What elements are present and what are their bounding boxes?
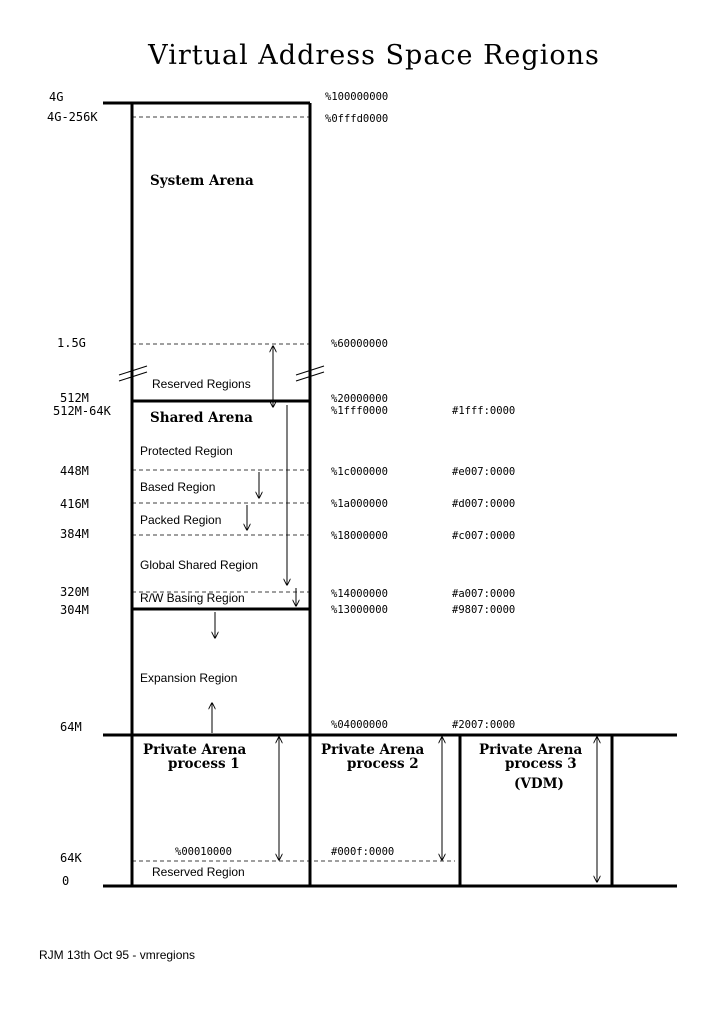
private-arena-3-line3: (VDM)	[514, 776, 564, 792]
private-arena-3-line2: process 3	[505, 756, 577, 772]
addr-60000000: %60000000	[331, 338, 388, 350]
private-arena-1-line1: Private Arena	[143, 742, 247, 758]
addr-04000000: %04000000	[331, 719, 388, 731]
label-64k: 64K	[60, 851, 82, 865]
packed-region-label: Packed Region	[140, 513, 222, 527]
addr-18000000: %18000000	[331, 530, 388, 542]
private-arena-1-line2: process 1	[168, 756, 240, 772]
label-448m: 448M	[60, 464, 89, 478]
addr-000f0000: #000f:0000	[331, 846, 395, 858]
sel-d007: #d007:0000	[452, 498, 516, 510]
addr-20000000: %20000000	[331, 393, 388, 405]
based-region-label: Based Region	[140, 480, 216, 494]
region-labels	[140, 377, 258, 879]
expansion-region-label: Expansion Region	[140, 671, 238, 685]
label-416m: 416M	[60, 497, 89, 511]
label-320m: 320M	[60, 585, 89, 599]
addr-0fffd0000: %0fffd0000	[325, 113, 389, 125]
label-4g: 4G	[49, 90, 64, 104]
protected-region-label: Protected Region	[140, 444, 233, 458]
private-arena-3-line1: Private Arena	[479, 742, 583, 758]
rw-basing-region-label: R/W Basing Region	[140, 591, 245, 605]
left-size-labels	[47, 90, 112, 888]
addr-14000000: %14000000	[331, 588, 388, 600]
sel-1fff: #1fff:0000	[452, 405, 516, 417]
addr-1a000000: %1a000000	[331, 498, 388, 510]
addr-00010000: %00010000	[175, 846, 232, 858]
label-384m: 384M	[60, 527, 89, 541]
sel-e007: #e007:0000	[452, 466, 516, 478]
global-shared-region-label: Global Shared Region	[140, 558, 259, 572]
private-arena-2-line2: process 2	[347, 756, 419, 772]
addr-1c000000: %1c000000	[331, 466, 388, 478]
label-304m: 304M	[60, 603, 89, 617]
label-4g-256k: 4G-256K	[47, 110, 98, 124]
footer-credit: RJM 13th Oct 95 - vmregions	[39, 948, 196, 962]
range-arrows	[212, 346, 597, 882]
sel-2007: #2007:0000	[452, 719, 516, 731]
addr-1fff0000: %1fff0000	[331, 405, 388, 417]
sel-a007: #a007:0000	[452, 588, 516, 600]
label-1-5g: 1.5G	[57, 336, 86, 350]
shared-arena-label: Shared Arena	[150, 410, 253, 426]
sel-9807: #9807:0000	[452, 604, 516, 616]
sel-c007: #c007:0000	[452, 530, 516, 542]
diagram-title: Virtual Address Space Regions	[148, 40, 600, 71]
label-64m: 64M	[60, 720, 82, 734]
selector-address-labels	[452, 405, 515, 731]
reserved-regions-label: Reserved Regions	[152, 377, 251, 391]
private-arena-2-line1: Private Arena	[321, 742, 425, 758]
label-512m-64k: 512M-64K	[53, 404, 111, 418]
system-arena-label: System Arena	[150, 173, 254, 189]
label-512m: 512M	[60, 391, 89, 405]
addr-100000000: %100000000	[325, 91, 389, 103]
addr-13000000: %13000000	[331, 604, 388, 616]
reserved-region-label: Reserved Region	[152, 865, 245, 879]
label-0: 0	[62, 874, 70, 888]
